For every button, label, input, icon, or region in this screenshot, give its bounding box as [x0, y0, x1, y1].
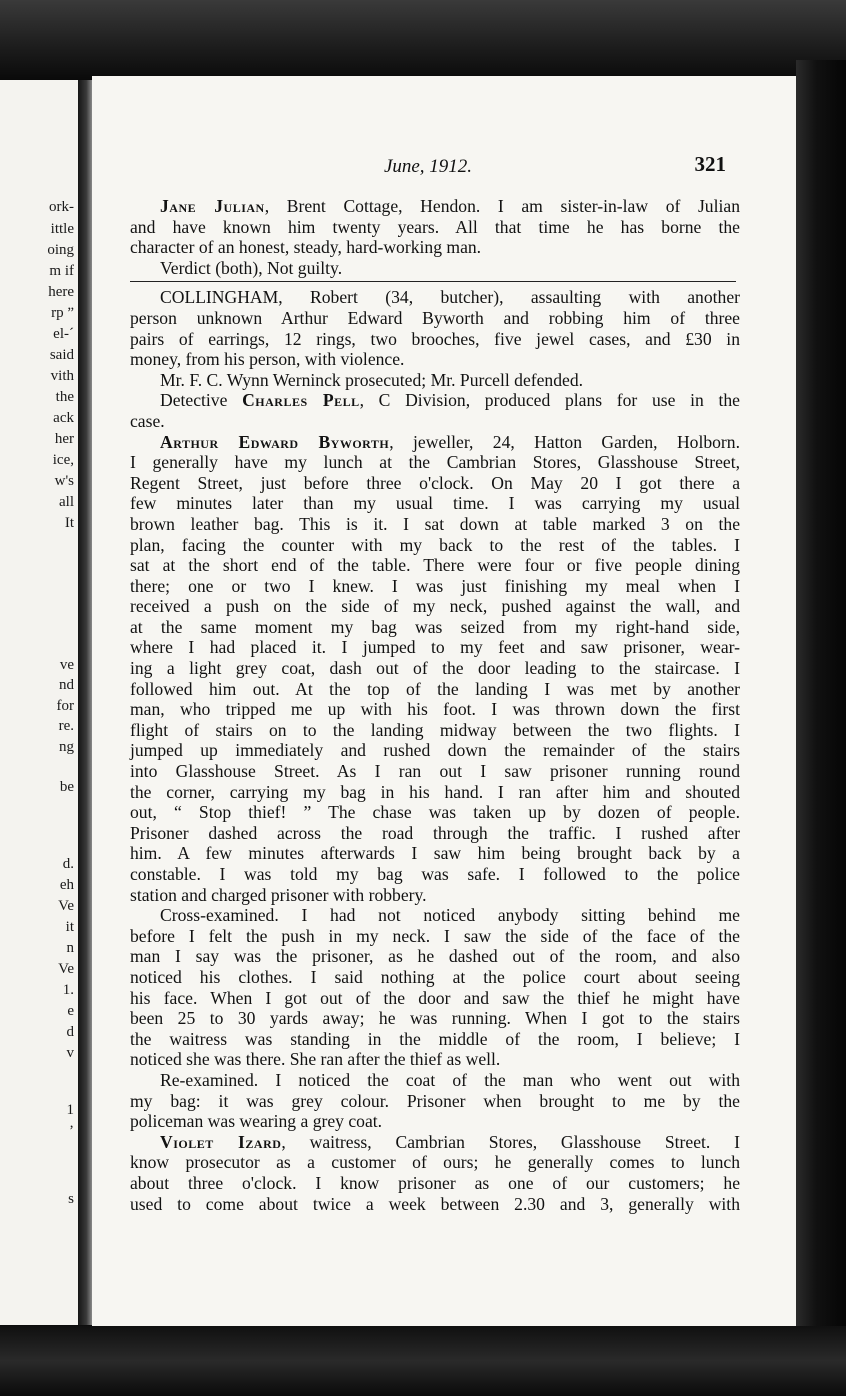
left-page-fragment: ’ — [69, 1123, 74, 1139]
text-line — [130, 843, 740, 864]
left-page-fragment: re. — [58, 718, 74, 734]
text-line — [130, 1173, 740, 1194]
page-number: 321 — [694, 152, 726, 176]
text-run: , C Division, produced plans for use in the — [359, 390, 740, 411]
text-run: station and charged prisoner with robbery. — [130, 884, 427, 905]
text-run: the corner, carrying my bag in his hand. I ran after him and shouted — [130, 781, 740, 802]
text-run: him. A few minutes afterwards I saw him being brought back by a — [130, 843, 740, 864]
left-page-fragment: the — [55, 389, 74, 405]
section-rule — [130, 281, 736, 282]
text-run: into Glasshouse Street. As I ran out I saw prisoner running round — [130, 761, 740, 782]
running-head: June, 1912. — [383, 156, 473, 177]
text-run: know prosecutor as a customer of ours; he generally comes to lunch — [130, 1152, 740, 1173]
text-line — [130, 1111, 740, 1132]
text-line — [130, 493, 740, 514]
book-gutter — [78, 80, 92, 1325]
text-run: few minutes later than my usual time. I was carrying my usual — [130, 493, 740, 514]
text-run: the waitress was standing in the middle of the room, I believe; I — [130, 1028, 740, 1049]
text-line — [130, 329, 740, 350]
text-line — [130, 555, 740, 576]
text-line — [130, 823, 740, 844]
left-page-fragment: be — [59, 779, 74, 795]
text-line — [130, 1132, 740, 1153]
text-run: Regent Street, just before three o'clock. On May 20 I got there a — [130, 472, 740, 493]
text-block-collingham — [130, 287, 740, 1214]
text-line — [130, 740, 740, 761]
text-line — [130, 782, 740, 803]
text-run: pairs of earrings, 12 rings, two brooches, five jewel cases, and £30 in — [130, 328, 740, 349]
scan-bottom-border — [0, 1326, 846, 1396]
left-page-fragment: ack — [53, 410, 74, 426]
left-page-fragment: for — [56, 698, 74, 714]
text-run: Verdict (both), Not guilty. — [160, 257, 343, 278]
left-page-fragment: d — [66, 1024, 74, 1040]
text-line — [130, 864, 740, 885]
text-run: person unknown Arthur Edward Byworth and robbing him of three — [130, 307, 740, 328]
text-line — [130, 514, 740, 535]
left-page-fragment: all — [59, 494, 74, 510]
text-run: out, “ Stop thief! ” The chase was taken up by dozen of people. — [130, 802, 740, 823]
text-run: brown leather bag. This is it. I sat down at table marked 3 on the — [130, 513, 740, 534]
page-body — [130, 196, 740, 1214]
text-run: been 25 to 30 yards away; he was running. When I got to the stairs — [130, 1008, 740, 1029]
left-page-fragment: rp ” — [51, 305, 74, 321]
witness-name: Violet Izard — [160, 1131, 282, 1152]
text-run: ing a light grey coat, dash out of the door leading to the staircase. I — [130, 658, 740, 679]
left-page-fragment: ng — [59, 739, 74, 755]
left-page-fragment: vith — [50, 368, 74, 384]
page-header — [130, 150, 726, 180]
left-page-fragment: el-´ — [53, 326, 74, 342]
left-page-fragment: nd — [59, 677, 74, 693]
left-page-fragment: s — [68, 1191, 74, 1207]
text-run: and have known him twenty years. All that time he has borne the — [130, 216, 740, 237]
text-run: Mr. F. C. Wynn Werninck prosecuted; Mr. Purcell defended. — [160, 369, 584, 390]
text-run: at the same moment my bag was seized from my right-hand side, — [130, 616, 740, 637]
left-page-fragment: ve — [59, 657, 74, 673]
text-line — [130, 596, 740, 617]
text-run: noticed she was there. She ran after the thief as well. — [130, 1049, 501, 1070]
text-run: man I say was the prisoner, as he dashed out of the room, and also — [130, 946, 740, 967]
left-page-fragment: oing — [47, 242, 74, 258]
text-run: noticed his clothes. I said nothing at the police court about seeing — [130, 966, 740, 987]
text-run: constable. I was told my bag was safe. I followed to the police — [130, 864, 740, 884]
text-run: used to come about twice a week between 2.30 and 3, generally with — [130, 1193, 740, 1214]
text-line — [130, 802, 740, 823]
text-line — [130, 258, 740, 279]
left-page-fragment: It — [64, 515, 74, 531]
text-run: character of an honest, steady, hard-working man. — [130, 237, 482, 258]
left-page-fragment: w's — [54, 473, 74, 489]
text-run: , Brent Cottage, Hendon. I am sister-in-law of Julian — [264, 196, 740, 216]
text-line — [130, 452, 740, 473]
left-page-fragment: 1 — [66, 1102, 74, 1118]
text-line — [130, 761, 740, 782]
left-page-fragment: m if — [49, 263, 74, 279]
text-line — [130, 967, 740, 988]
scan-top-border — [0, 0, 846, 80]
text-run: where I had placed it. I jumped to my feet and saw prisoner, wear- — [130, 637, 740, 658]
text-line — [130, 411, 740, 432]
text-line — [130, 1194, 740, 1215]
text-line — [130, 349, 740, 370]
text-line — [130, 926, 740, 947]
text-line — [130, 988, 740, 1009]
text-run: case. — [130, 410, 165, 431]
left-page-fragment: said — [49, 347, 74, 363]
text-line — [130, 287, 740, 308]
text-line — [130, 1152, 740, 1173]
text-run: jumped up immediately and rushed down the remainder of the stairs — [130, 740, 740, 761]
text-line — [130, 1008, 740, 1029]
text-run: , waitress, Cambrian Stores, Glasshouse Street. I — [281, 1131, 741, 1152]
text-run: my bag: it was grey colour. Prisoner when brought to me by the — [130, 1090, 740, 1111]
text-line — [130, 658, 740, 679]
text-run: received a push on the side of my neck, pushed against the wall, and — [130, 596, 740, 617]
left-page-fragment: eh — [59, 877, 74, 893]
text-line — [130, 946, 740, 967]
text-run: policeman was wearing a grey coat. — [130, 1111, 383, 1132]
left-page-fragment: Ve — [58, 898, 74, 914]
text-line — [130, 905, 740, 926]
text-run: before I felt the push in my neck. I saw the side of the face of the — [130, 925, 740, 946]
text-line — [130, 885, 740, 906]
left-page-fragment: here — [48, 284, 74, 300]
text-run: there; one or two I knew. I was just finishing my meal when I — [130, 575, 740, 596]
text-line — [130, 308, 740, 329]
scan-right-border — [796, 60, 846, 1340]
text-line — [130, 699, 740, 720]
witness-name: Charles Pell — [242, 390, 360, 411]
text-line — [130, 370, 740, 391]
text-run: COLLINGHAM, Robert (34, butcher), assaulting with another — [160, 287, 740, 308]
text-line — [130, 390, 740, 411]
left-page-fragment: it — [65, 919, 74, 935]
left-page-fragment: ice, — [52, 452, 74, 468]
witness-name: Jane Julian — [160, 196, 265, 216]
left-page-fragment: e — [67, 1003, 74, 1019]
text-run: Re-examined. I noticed the coat of the man who went out with — [160, 1069, 740, 1090]
text-line — [130, 473, 740, 494]
text-line — [130, 535, 740, 556]
left-page-fragment: d. — [62, 856, 74, 872]
text-line — [130, 679, 740, 700]
left-page-fragment: n — [66, 940, 74, 956]
left-page-fragment: her — [54, 431, 74, 447]
text-run: man, who tripped me up with his foot. I was thrown down the first — [130, 699, 740, 720]
text-line — [130, 237, 740, 258]
left-page-edge — [0, 80, 80, 1325]
left-page-fragment: ittle — [50, 221, 74, 237]
text-run: followed him out. At the top of the landing I was met by another — [130, 678, 740, 699]
text-run: flight of stairs on to the landing midway between the two flights. I — [130, 719, 740, 740]
text-line — [130, 1049, 740, 1070]
text-run: about three o'clock. I know prisoner as one of our customers; he — [130, 1172, 740, 1193]
text-run: Detective — [160, 390, 243, 411]
text-run: plan, facing the counter with my back to the rest of the tables. I — [130, 534, 740, 555]
left-page-fragment: v — [66, 1045, 74, 1061]
left-page-fragment: 1. — [62, 982, 74, 998]
text-line — [130, 637, 740, 658]
text-run: money, from his person, with violence. — [130, 349, 405, 370]
text-run: Cross-examined. I had not noticed anybody sitting behind me — [160, 905, 740, 926]
text-line — [130, 720, 740, 741]
text-line — [130, 617, 740, 638]
text-run: sat at the short end of the table. There were four or five people dining — [130, 555, 740, 576]
text-line — [130, 1091, 740, 1112]
text-run: Prisoner dashed across the road through the traffic. I rushed after — [130, 822, 740, 843]
text-block-julian — [130, 196, 740, 278]
left-page-fragment: Ve — [58, 961, 74, 977]
text-run: his face. When I got out of the door and saw the thief he might have — [130, 987, 740, 1008]
text-line — [130, 217, 740, 238]
text-line — [130, 1029, 740, 1050]
text-line — [130, 576, 740, 597]
left-page-fragment: ork- — [49, 199, 74, 215]
text-line — [130, 432, 740, 453]
text-run: I generally have my lunch at the Cambrian Stores, Glasshouse Street, — [130, 452, 740, 473]
text-line — [130, 1070, 740, 1091]
witness-name: Arthur Edward Byworth — [160, 431, 390, 452]
text-run: , jeweller, 24, Hatton Garden, Holborn. — [389, 431, 740, 452]
text-line — [130, 196, 740, 217]
